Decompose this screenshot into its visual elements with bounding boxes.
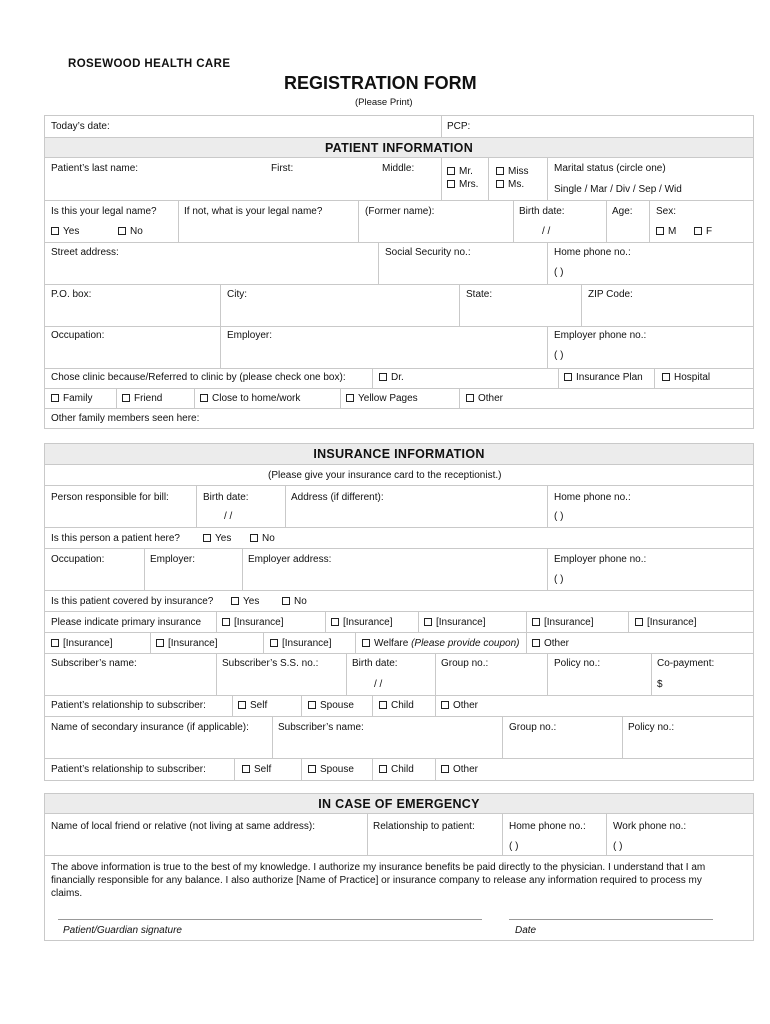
sex-label: Sex: bbox=[656, 206, 677, 217]
checkbox-icon bbox=[656, 227, 664, 235]
insurance-other-checkbox[interactable]: Other bbox=[532, 638, 569, 649]
insurance-info-heading: INSURANCE INFORMATION bbox=[44, 443, 754, 465]
subscriber-birth-date-field[interactable]: / / bbox=[374, 679, 383, 690]
todays-date-label: Today’s date: bbox=[51, 121, 110, 132]
emergency-heading: IN CASE OF EMERGENCY bbox=[44, 793, 754, 814]
checkbox-icon bbox=[635, 618, 643, 626]
insurance-option-3[interactable]: [Insurance] bbox=[424, 617, 485, 628]
relationship2-spouse-checkbox[interactable]: Spouse bbox=[308, 764, 354, 775]
zip-label: ZIP Code: bbox=[588, 289, 633, 300]
insurance-card-note: (Please give your insurance card to the receptionist.) bbox=[268, 470, 502, 481]
insurance-option-2[interactable]: [Insurance] bbox=[331, 617, 392, 628]
relationship-label-2: Patient’s relationship to subscriber: bbox=[51, 764, 206, 775]
responsible-home-phone-field[interactable]: ( ) bbox=[554, 511, 564, 522]
checkbox-icon bbox=[379, 701, 387, 709]
checkbox-icon bbox=[250, 534, 258, 542]
responsible-employer-phone-label: Employer phone no.: bbox=[554, 554, 647, 565]
responsible-birth-date-field[interactable]: / / bbox=[224, 511, 233, 522]
checkbox-icon bbox=[231, 597, 239, 605]
address-different-label: Address (if different): bbox=[291, 492, 384, 503]
city-label: City: bbox=[227, 289, 247, 300]
emergency-home-phone-field[interactable]: ( ) bbox=[509, 841, 519, 852]
po-box-label: P.O. box: bbox=[51, 289, 92, 300]
is-patient-no-checkbox[interactable]: No bbox=[250, 533, 275, 544]
chose-clinic-label: Chose clinic because/Referred to clinic by (please check one box): bbox=[51, 372, 346, 383]
pcp-label: PCP: bbox=[447, 121, 471, 132]
policy-no-label: Policy no.: bbox=[554, 658, 601, 669]
referral-friend-checkbox[interactable]: Friend bbox=[122, 393, 162, 404]
checkbox-icon bbox=[662, 373, 670, 381]
relationship-spouse-checkbox[interactable]: Spouse bbox=[308, 700, 354, 711]
secondary-insurance-label: Name of secondary insurance (if applicable): bbox=[51, 722, 249, 733]
occupation-label: Occupation: bbox=[51, 330, 105, 341]
title-mr-checkbox[interactable]: Mr. bbox=[447, 166, 473, 177]
patient-birth-date-label: Birth date: bbox=[519, 206, 565, 217]
relationship2-child-checkbox[interactable]: Child bbox=[379, 764, 414, 775]
checkbox-icon bbox=[564, 373, 572, 381]
emergency-home-phone-label: Home phone no.: bbox=[509, 821, 586, 832]
checkbox-icon bbox=[379, 373, 387, 381]
subscriber-name-label: Subscriber’s name: bbox=[51, 658, 137, 669]
copayment-field[interactable]: $ bbox=[657, 679, 663, 690]
date-label: Date bbox=[515, 925, 537, 936]
insurance-option-8[interactable]: [Insurance] bbox=[270, 638, 331, 649]
checkbox-icon bbox=[200, 394, 208, 402]
checkbox-icon bbox=[156, 639, 164, 647]
welfare-checkbox[interactable]: Welfare (Please provide coupon) bbox=[362, 638, 519, 649]
responsible-birth-date-label: Birth date: bbox=[203, 492, 249, 503]
referral-hospital-checkbox[interactable]: Hospital bbox=[662, 372, 710, 383]
age-label: Age: bbox=[612, 206, 633, 217]
relationship2-other-checkbox[interactable]: Other bbox=[441, 764, 478, 775]
street-address-label: Street address: bbox=[51, 247, 119, 258]
checkbox-icon bbox=[346, 394, 354, 402]
insurance-option-7[interactable]: [Insurance] bbox=[156, 638, 217, 649]
referral-other-checkbox[interactable]: Other bbox=[466, 393, 503, 404]
former-name-label: (Former name): bbox=[365, 206, 435, 217]
legal-name-question: Is this your legal name? bbox=[51, 206, 157, 217]
responsible-occupation-label: Occupation: bbox=[51, 554, 105, 565]
checkbox-icon bbox=[238, 701, 246, 709]
patient-birth-date-field[interactable]: / / bbox=[542, 226, 551, 237]
checkbox-icon bbox=[532, 639, 540, 647]
employer-address-label: Employer address: bbox=[248, 554, 332, 565]
local-friend-label: Name of local friend or relative (not living at same address): bbox=[51, 821, 316, 832]
checkbox-icon bbox=[122, 394, 130, 402]
covered-yes-checkbox[interactable]: Yes bbox=[231, 596, 259, 607]
covered-question: Is this patient covered by insurance? bbox=[51, 596, 214, 607]
person-responsible-label: Person responsible for bill: bbox=[51, 492, 169, 503]
checkbox-icon bbox=[118, 227, 126, 235]
checkbox-icon bbox=[51, 394, 59, 402]
org-name: ROSEWOOD HEALTH CARE bbox=[68, 58, 231, 70]
sex-f-checkbox[interactable]: F bbox=[694, 226, 712, 237]
checkbox-icon bbox=[424, 618, 432, 626]
checkbox-icon bbox=[331, 618, 339, 626]
other-family-label: Other family members seen here: bbox=[51, 413, 200, 424]
insurance-option-4[interactable]: [Insurance] bbox=[532, 617, 593, 628]
employer-phone-field[interactable]: ( ) bbox=[554, 350, 564, 361]
relationship-other-checkbox[interactable]: Other bbox=[441, 700, 478, 711]
relationship-child-checkbox[interactable]: Child bbox=[379, 700, 414, 711]
is-patient-question: Is this person a patient here? bbox=[51, 533, 180, 544]
secondary-group-label: Group no.: bbox=[509, 722, 557, 733]
middle-name-label: Middle: bbox=[382, 163, 415, 174]
secondary-policy-label: Policy no.: bbox=[628, 722, 675, 733]
insurance-option-5[interactable]: [Insurance] bbox=[635, 617, 696, 628]
referral-yellow-pages-checkbox[interactable]: Yellow Pages bbox=[346, 393, 418, 404]
checkbox-icon bbox=[441, 765, 449, 773]
marital-options[interactable]: Single / Mar / Div / Sep / Wid bbox=[554, 184, 682, 195]
legal-no-checkbox[interactable]: No bbox=[118, 226, 143, 237]
checkbox-icon bbox=[694, 227, 702, 235]
checkbox-icon bbox=[242, 765, 250, 773]
checkbox-icon bbox=[222, 618, 230, 626]
responsible-employer-label: Employer: bbox=[150, 554, 196, 565]
date-line[interactable] bbox=[509, 919, 713, 920]
referral-family-checkbox[interactable]: Family bbox=[51, 393, 92, 404]
checkbox-icon bbox=[532, 618, 540, 626]
checkbox-icon bbox=[447, 167, 455, 175]
employer-phone-label: Employer phone no.: bbox=[554, 330, 647, 341]
authorization-statement: The above information is true to the best of my knowledge. I authorize my insurance benefits be paid directly to the physician. I understand that I am financially responsible for any balance. I also authorize [Name of Practice] or insurance company to release any information required to process my claims. bbox=[51, 862, 706, 899]
employer-label: Employer: bbox=[227, 330, 273, 341]
copayment-label: Co-payment: bbox=[657, 658, 715, 669]
checkbox-icon bbox=[496, 167, 504, 175]
title-ms-checkbox[interactable]: Ms. bbox=[496, 179, 524, 190]
responsible-employer-phone-field[interactable]: ( ) bbox=[554, 574, 564, 585]
checkbox-icon bbox=[308, 701, 316, 709]
checkbox-icon bbox=[270, 639, 278, 647]
legal-name-if-not-label: If not, what is your legal name? bbox=[184, 206, 323, 217]
emergency-relationship-label: Relationship to patient: bbox=[373, 821, 475, 832]
form-title: REGISTRATION FORM bbox=[284, 73, 477, 93]
covered-no-checkbox[interactable]: No bbox=[282, 596, 307, 607]
checkbox-icon bbox=[362, 639, 370, 647]
subscriber-ss-label: Subscriber’s S.S. no.: bbox=[222, 658, 319, 669]
form-subtitle: (Please Print) bbox=[355, 97, 413, 108]
home-phone-field[interactable]: ( ) bbox=[554, 267, 564, 278]
referral-close-home-checkbox[interactable]: Close to home/work bbox=[200, 393, 300, 404]
checkbox-icon bbox=[466, 394, 474, 402]
checkbox-icon bbox=[379, 765, 387, 773]
checkbox-icon bbox=[308, 765, 316, 773]
relationship2-self-checkbox[interactable]: Self bbox=[242, 764, 271, 775]
insurance-option-1[interactable]: [Insurance] bbox=[222, 617, 283, 628]
checkbox-icon bbox=[282, 597, 290, 605]
signature-line[interactable] bbox=[58, 919, 482, 920]
checkbox-icon bbox=[447, 180, 455, 188]
subscriber-birth-date-label: Birth date: bbox=[352, 658, 398, 669]
checkbox-icon bbox=[496, 180, 504, 188]
secondary-subscriber-label: Subscriber’s name: bbox=[278, 722, 364, 733]
referral-insurance-plan-checkbox[interactable]: Insurance Plan bbox=[564, 372, 643, 383]
emergency-work-phone-field[interactable]: ( ) bbox=[613, 841, 623, 852]
insurance-option-6[interactable]: [Insurance] bbox=[51, 638, 112, 649]
legal-yes-checkbox[interactable]: Yes bbox=[51, 226, 79, 237]
checkbox-icon bbox=[203, 534, 211, 542]
title-mrs-checkbox[interactable]: Mrs. bbox=[447, 179, 478, 190]
title-miss-checkbox[interactable]: Miss bbox=[496, 166, 529, 177]
is-patient-yes-checkbox[interactable]: Yes bbox=[203, 533, 231, 544]
last-name-label: Patient’s last name: bbox=[51, 163, 139, 174]
relationship-self-checkbox[interactable]: Self bbox=[238, 700, 267, 711]
first-name-label: First: bbox=[271, 163, 294, 174]
primary-insurance-label: Please indicate primary insurance bbox=[51, 617, 202, 628]
group-no-label: Group no.: bbox=[441, 658, 489, 669]
responsible-home-phone-label: Home phone no.: bbox=[554, 492, 631, 503]
sex-m-checkbox[interactable]: M bbox=[656, 226, 676, 237]
state-label: State: bbox=[466, 289, 493, 300]
ssn-label: Social Security no.: bbox=[385, 247, 471, 258]
signature-label: Patient/Guardian signature bbox=[63, 925, 182, 936]
home-phone-label: Home phone no.: bbox=[554, 247, 631, 258]
emergency-work-phone-label: Work phone no.: bbox=[613, 821, 687, 832]
relationship-label: Patient’s relationship to subscriber: bbox=[51, 700, 206, 711]
referral-dr-checkbox[interactable]: Dr. bbox=[379, 372, 404, 383]
checkbox-icon bbox=[51, 227, 59, 235]
checkbox-icon bbox=[51, 639, 59, 647]
patient-info-heading: PATIENT INFORMATION bbox=[44, 137, 754, 158]
checkbox-icon bbox=[441, 701, 449, 709]
marital-status-label: Marital status (circle one) bbox=[554, 163, 666, 174]
